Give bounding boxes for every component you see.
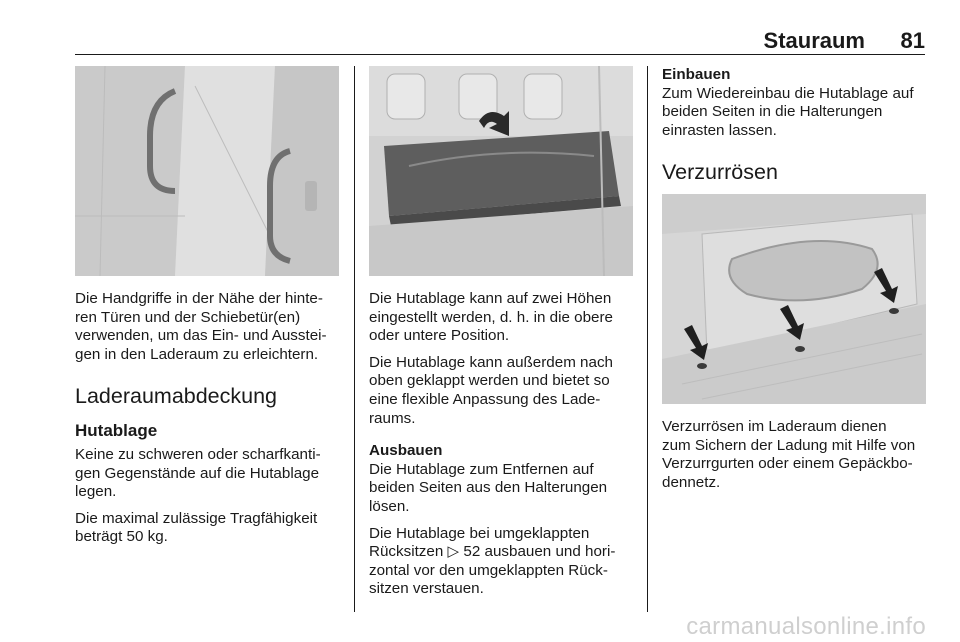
text-line: Die Hutablage bei umgeklappten — [369, 524, 590, 542]
text-line: ren Türen und der Schiebetür(en) — [75, 308, 301, 326]
handles-caption — [75, 290, 345, 364]
figure-lashing-eyes — [662, 194, 926, 404]
page-header — [75, 24, 925, 52]
text-line: Die Handgriffe in der Nähe der hinte- — [75, 290, 323, 307]
text-line: beiden Seiten aus den Halterungen — [369, 479, 608, 497]
text-line: eine flexible Anpassung des Lade- — [369, 390, 601, 408]
text-line: dennetz. — [662, 473, 721, 491]
text-line: einrasten lassen. — [662, 121, 777, 139]
heading-einbauen: Einbauen — [662, 66, 731, 83]
text-line: legen. — [75, 483, 117, 501]
watermark: carmanualsonline.info — [686, 613, 926, 640]
text-line: Rücksitzen ▷ 52 ausbauen und hori- — [369, 543, 616, 561]
text-line: oben geklappt werden und bietet so — [369, 372, 610, 390]
column-divider-2 — [647, 66, 648, 612]
text-line: gen in den Laderaum zu erleichtern. — [75, 345, 319, 363]
text-line: Verzurrösen im Laderaum dienen — [662, 418, 887, 435]
text-line: oder untere Position. — [369, 327, 510, 345]
text-line: beiden Seiten in die Halterungen — [662, 103, 883, 121]
text-line: sitzen verstauen. — [369, 580, 484, 598]
text-line: verwenden, um das Ein- und Ausstei- — [75, 327, 327, 345]
figure-parcel-shelf — [369, 66, 633, 276]
text-line: beträgt 50 kg. — [75, 528, 168, 546]
text-line: Die Hutablage zum Entfernen auf — [369, 460, 594, 478]
text-line: zontal vor den umgeklappten Rück- — [369, 561, 608, 579]
shelf-text — [369, 290, 639, 599]
section-heading-verzurroesen: Verzurrösen — [662, 160, 778, 184]
section-heading-laderaumabdeckung: Laderaumabdeckung — [75, 384, 278, 408]
text-line: zum Sichern der Ladung mit Hilfe von — [662, 436, 916, 454]
text-line: raums. — [369, 409, 416, 427]
verzurroesen-text — [662, 418, 942, 492]
figure-handles — [75, 66, 339, 276]
einbauen-text — [662, 66, 942, 140]
text-line: Keine zu schweren oder scharfkanti- — [75, 446, 321, 463]
text-line: Die Hutablage kann auf zwei Höhen — [369, 290, 612, 307]
text-line: eingestellt werden, d. h. in die obere — [369, 308, 614, 326]
subsection-heading-hutablage: Hutablage — [75, 421, 158, 440]
text-line: lösen. — [369, 497, 410, 515]
text-line: Verzurrgurten oder einem Gepäckbo- — [662, 455, 913, 473]
header-rule — [75, 54, 925, 55]
column-divider-1 — [354, 66, 355, 612]
page-number: 81 — [900, 28, 925, 53]
page-title: Stauraum — [763, 28, 865, 53]
hutablage-text — [75, 446, 345, 547]
text-line: Zum Wiedereinbau die Hutablage auf — [662, 84, 914, 102]
text-line: Die maximal zulässige Tragfähigkeit — [75, 509, 318, 527]
text-line: gen Gegenstände auf die Hutablage — [75, 464, 320, 482]
text-line: Die Hutablage kann außerdem nach — [369, 353, 613, 371]
heading-ausbauen: Ausbauen — [369, 442, 443, 460]
